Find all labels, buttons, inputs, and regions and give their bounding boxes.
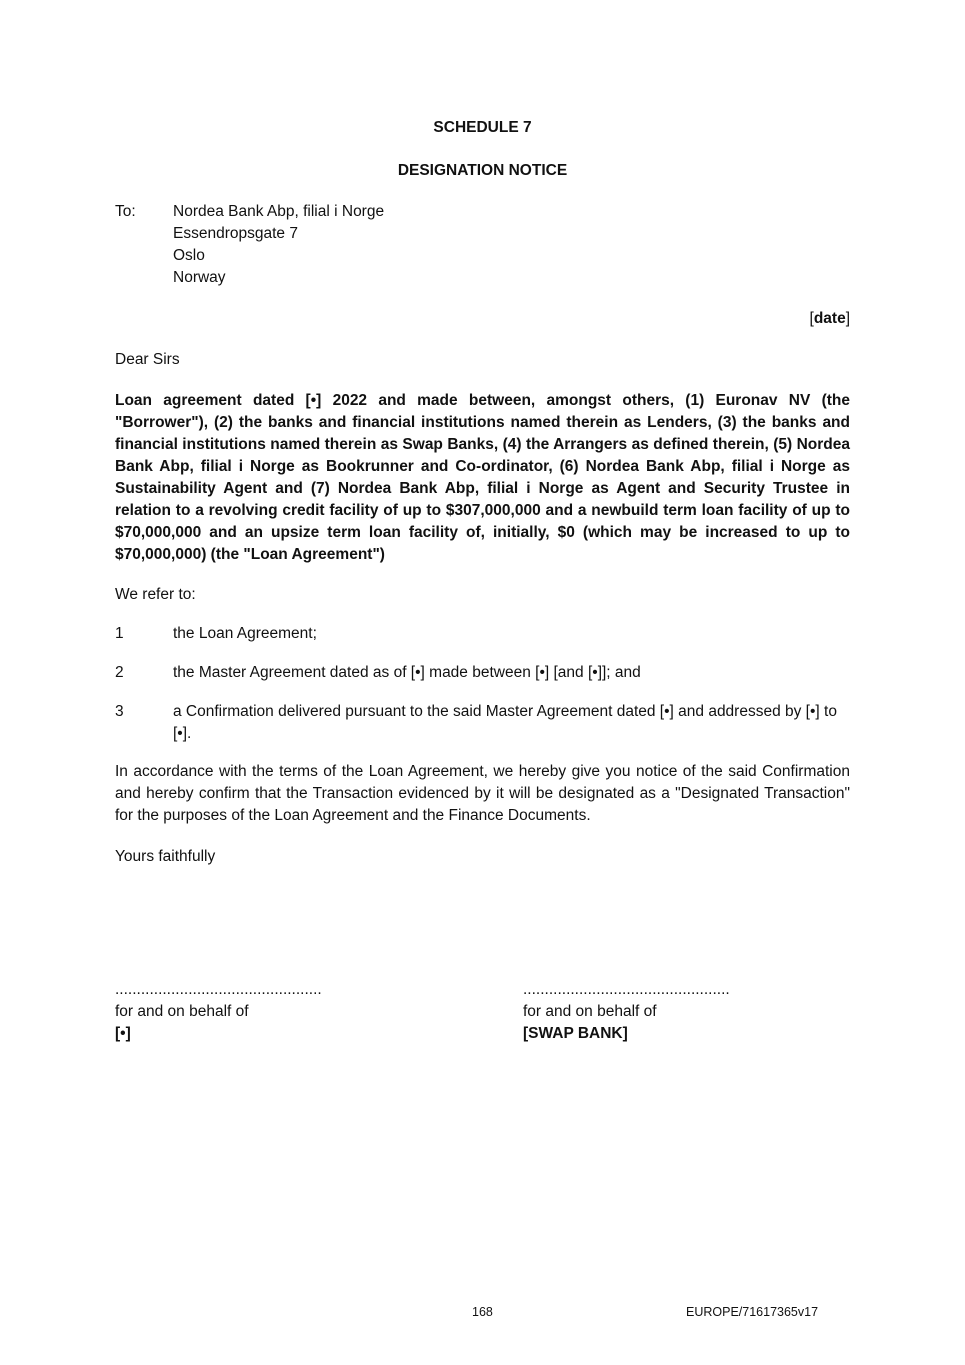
closing: Yours faithfully (115, 848, 216, 865)
signature-block-right (523, 979, 823, 1045)
addressee-line: Norway (173, 269, 226, 286)
signatory-party: [SWAP BANK] (523, 1025, 628, 1042)
salutation: Dear Sirs (115, 351, 180, 368)
date-placeholder: date (813, 310, 846, 327)
signature-block-left (115, 979, 415, 1045)
addressee-line: Oslo (173, 247, 205, 264)
schedule-heading: SCHEDULE 7 (433, 119, 532, 136)
behalf-text: for and on behalf of (115, 1003, 249, 1020)
list-item-text: the Master Agreement dated as of [•] made between [•] [and [•]]; and (173, 664, 641, 681)
refer-intro: We refer to: (115, 586, 196, 603)
addressee-line: Nordea Bank Abp, filial i Norge (173, 203, 385, 220)
notice-paragraph: In accordance with the terms of the Loan Agreement, we hereby give you notice of the said Confirmation and hereby confirm that the Transaction evidenced by it will be designated as a "Designated Transaction" for the purposes of the Loan Agreement and the Finance Documents. (115, 763, 850, 824)
list-item-number: 1 (115, 625, 124, 642)
signatory-party: [•] (115, 1025, 131, 1042)
list-item-number: 3 (115, 703, 124, 720)
behalf-text: for and on behalf of (523, 1003, 657, 1020)
addressee-line: Essendropsgate 7 (173, 225, 298, 242)
document-reference: EUROPE/71617365v17 (686, 1305, 819, 1319)
list-item-text: the Loan Agreement; (173, 625, 317, 642)
list-item-number: 2 (115, 664, 124, 681)
list-item-text: a Confirmation delivered pursuant to the said Master Agreement dated [•] and addressed by [•] to [•]. (173, 703, 837, 742)
subject-line: Loan agreement dated [•] 2022 and made between, amongst others, (1) Euronav NV (the "Borrower"), (2) the banks and financial institutions named therein as Lenders, (3) the banks and financial institutions named therein as Swap Banks, (4) the Arrangers as defined therein, (5) Nordea Bank Abp, filial i Norge as Bookrunner and Co-ordinator, (6) Nordea Bank Abp, filial i Norge as Sustainability Agent and (7) Nordea Bank Abp, filial i Norge as Agent and Security Trustee in relation to a revolving credit facility of up to $307,000,000 and a newbuild term loan facility of up to $70,000,000 and an upsize term loan facility of, initially, $0 (which may be increased to up to $70,000,000) (the "Loan Agreement") (115, 392, 850, 563)
date-field: [date] (809, 310, 850, 327)
page-number: 168 (472, 1305, 493, 1319)
signature-line: ................................................ (115, 981, 322, 998)
addressee-label: To: (115, 203, 136, 220)
document-title: DESIGNATION NOTICE (397, 162, 568, 179)
signature-line: ................................................ (523, 981, 730, 998)
